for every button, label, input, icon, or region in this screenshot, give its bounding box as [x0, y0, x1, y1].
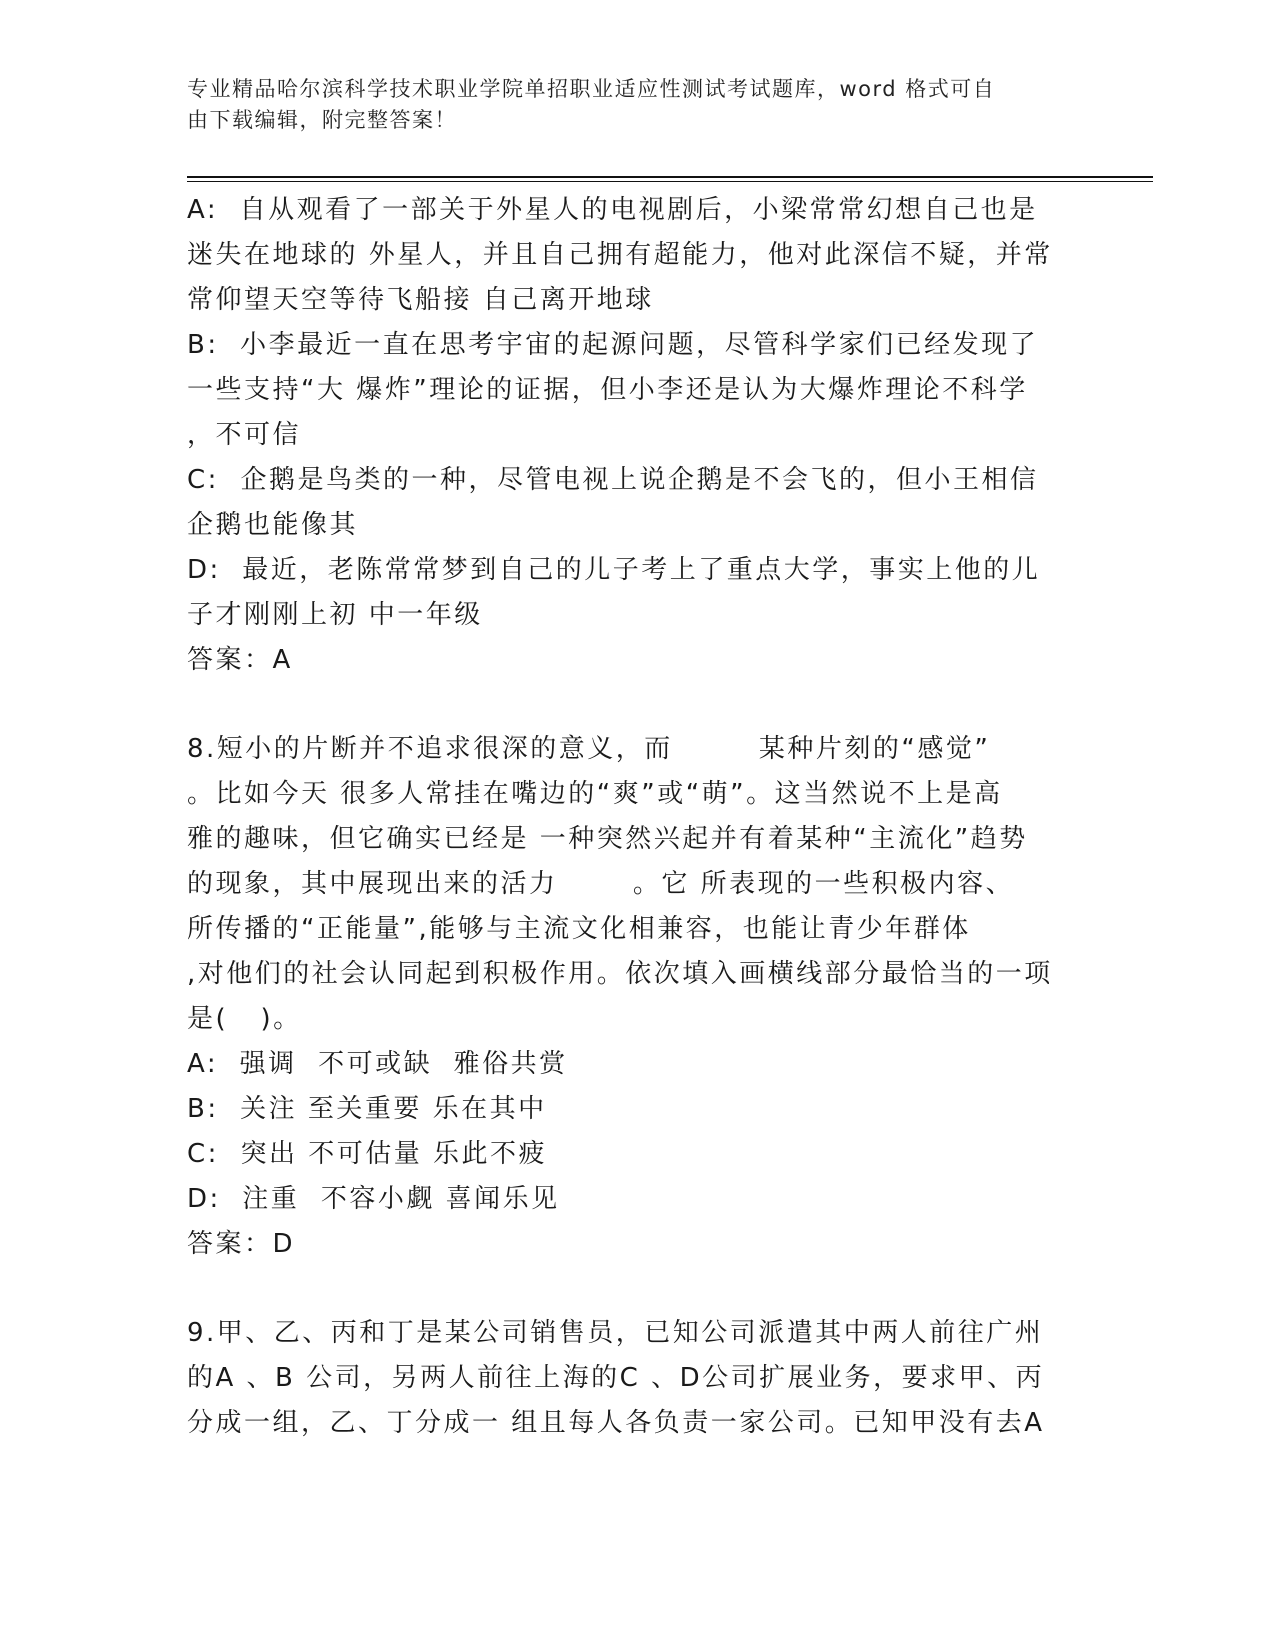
- q7-line: 子才刚刚上初 中一年级: [187, 600, 483, 630]
- q8-option: A: 强调 不可或缺 雅俗共赏: [187, 1049, 568, 1079]
- header-rule-thick: [187, 176, 1153, 178]
- question-9-block: [187, 1311, 1077, 1446]
- q8-option: C: 突出 不可估量 乐此不疲: [187, 1139, 547, 1169]
- q8-line: 是( )。: [187, 1004, 302, 1034]
- q8-line: 的现象，其中展现出来的活力 。它 所表现的一些积极内容、: [187, 869, 1015, 899]
- q7-line: A: 自从观看了一部关于外星人的电视剧后，小梁常常幻想自己也是: [187, 195, 1038, 225]
- q7-line: 企鹅也能像其: [187, 510, 359, 540]
- q7-line: ，不可信: [187, 420, 302, 450]
- question-gap: [187, 683, 1077, 727]
- question-gap: [187, 1267, 1077, 1311]
- q9-line: 的A 、B 公司，另两人前往上海的C 、D公司扩展业务，要求甲、丙: [187, 1363, 1045, 1393]
- header-line-2: 由下载编辑，附完整答案！: [187, 108, 457, 132]
- q7-line: 常仰望天空等待飞船接 自己离开地球: [187, 285, 654, 315]
- q8-answer: 答案：D: [187, 1229, 296, 1259]
- q8-option: D: 注重 不容小觑 喜闻乐见: [187, 1184, 560, 1214]
- q7-line: 迷失在地球的 外星人，并且自己拥有超能力，他对此深信不疑，并常: [187, 240, 1053, 270]
- document-body: [187, 188, 1077, 1446]
- q7-line: C: 企鹅是鸟类的一种，尽管电视上说企鹅是不会飞的，但小王相信: [187, 465, 1039, 495]
- q8-line: 8.短小的片断并不追求很深的意义，而 某种片刻的“感觉”: [187, 734, 991, 764]
- q7-line: B: 小李最近一直在思考宇宙的起源问题，尽管科学家们已经发现了: [187, 330, 1039, 360]
- question-8-block: [187, 727, 1077, 1267]
- q7-line: D: 最近，老陈常常梦到自己的儿子考上了重点大学，事实上他的儿: [187, 555, 1041, 585]
- header-line-1: 专业精品哈尔滨科学技术职业学院单招职业适应性测试考试题库，word 格式可自: [187, 77, 996, 101]
- q8-line: 雅的趣味，但它确实已经是 一种突然兴起并有着某种“主流化”趋势: [187, 824, 1028, 854]
- document-header: [187, 74, 1087, 136]
- q7-line: 一些支持“大 爆炸”理论的证据，但小李还是认为大爆炸理论不科学: [187, 375, 1028, 405]
- q7-answer: 答案：A: [187, 645, 293, 675]
- q8-line: 所传播的“正能量”,能够与主流文化相兼容，也能让青少年群体: [187, 914, 971, 944]
- q8-option: B: 关注 至关重要 乐在其中: [187, 1094, 547, 1124]
- q9-line: 分成一组，乙、丁分成一 组且每人各负责一家公司。已知甲没有去A: [187, 1408, 1045, 1438]
- q9-line: 9.甲、乙、丙和丁是某公司销售员，已知公司派遣其中两人前往广州: [187, 1318, 1044, 1348]
- header-rule-thin: [187, 181, 1153, 182]
- q8-line: 。比如今天 很多人常挂在嘴边的“爽”或“萌”。这当然说不上是高: [187, 779, 1003, 809]
- q8-line: ,对他们的社会认同起到积极作用。依次填入画横线部分最恰当的一项: [187, 959, 1053, 989]
- question-7-block: [187, 188, 1077, 683]
